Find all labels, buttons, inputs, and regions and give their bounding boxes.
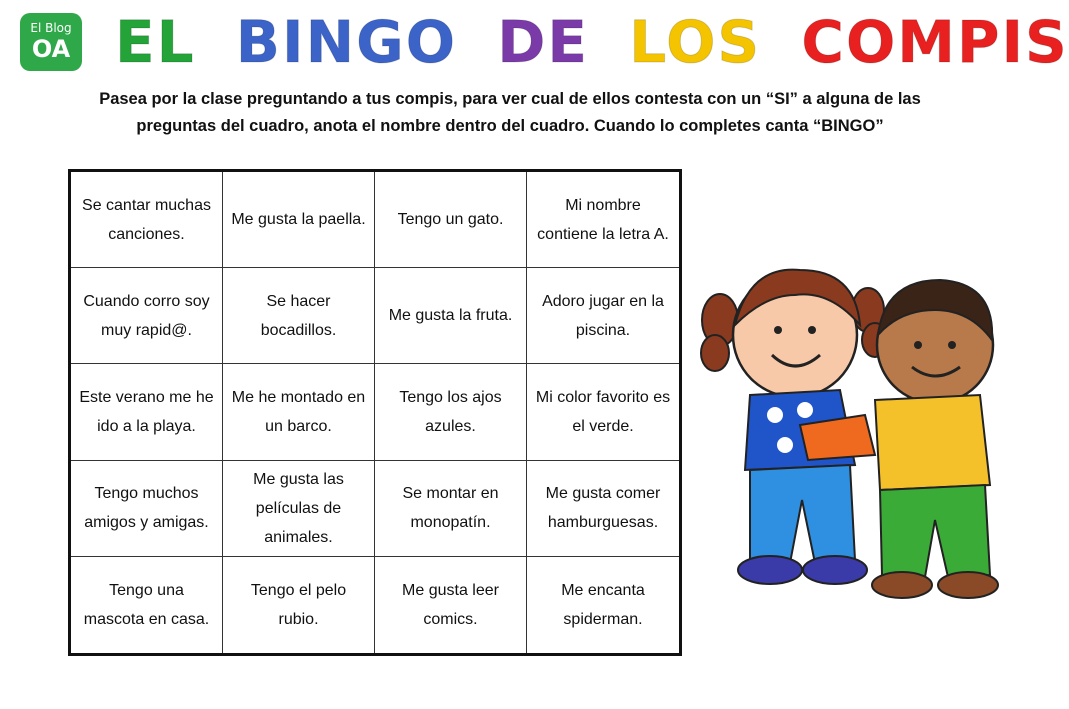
bingo-cell[interactable]: Adoro jugar en la piscina. xyxy=(527,268,679,364)
title-word-bingo: BINGO xyxy=(235,8,458,76)
bingo-cell[interactable]: Tengo muchos amigos y amigas. xyxy=(71,461,223,557)
title-word-compis: COMPIS xyxy=(801,8,1069,76)
bingo-cell[interactable]: Cuando corro soy muy rapid@. xyxy=(71,268,223,364)
bingo-cell[interactable]: Me gusta leer comics. xyxy=(375,557,527,653)
bingo-cell[interactable]: Tengo un gato. xyxy=(375,172,527,268)
instructions-line-2: preguntas del cuadro, anota el nombre dentro del cuadro. Cuando lo completes canta “BINGO” xyxy=(136,117,884,135)
bingo-cell[interactable]: Tengo una mascota en casa. xyxy=(71,557,223,653)
bingo-cell[interactable]: Se hacer bocadillos. xyxy=(223,268,375,364)
two-kids-illustration xyxy=(690,255,1020,605)
bingo-cell[interactable]: Tengo los ajos azules. xyxy=(375,364,527,460)
bingo-cell[interactable]: Este verano me he ido a la playa. xyxy=(71,364,223,460)
title-word-los: LOS xyxy=(629,8,762,76)
page-title xyxy=(115,2,1069,82)
logo-line-2: OA xyxy=(31,35,71,63)
instructions-line-1: Pasea por la clase preguntando a tus compis, para ver cual de ellos contesta con un “SI” a alguna de las xyxy=(99,90,921,108)
bingo-grid xyxy=(68,169,682,656)
bingo-cell[interactable]: Se cantar muchas canciones. xyxy=(71,172,223,268)
bingo-cell[interactable]: Tengo el pelo rubio. xyxy=(223,557,375,653)
title-word-el: EL xyxy=(115,8,196,76)
title-word-de: DE xyxy=(497,8,589,76)
bingo-cell[interactable]: Mi color favorito es el verde. xyxy=(527,364,679,460)
bingo-cell[interactable]: Me gusta las películas de animales. xyxy=(223,461,375,557)
bingo-cell[interactable]: Me gusta la fruta. xyxy=(375,268,527,364)
logo-line-1: El Blog xyxy=(30,21,72,35)
bingo-cell[interactable]: Mi nombre contiene la letra A. xyxy=(527,172,679,268)
bingo-cell[interactable]: Se montar en monopatín. xyxy=(375,461,527,557)
instructions xyxy=(30,86,990,140)
bingo-cell[interactable]: Me he montado en un barco. xyxy=(223,364,375,460)
bingo-cell[interactable]: Me encanta spiderman. xyxy=(561,581,645,628)
blog-logo xyxy=(20,13,82,71)
bingo-cell[interactable]: Me gusta la paella. xyxy=(223,172,375,268)
bingo-cell[interactable]: Me gusta comer hamburguesas. xyxy=(527,461,679,557)
